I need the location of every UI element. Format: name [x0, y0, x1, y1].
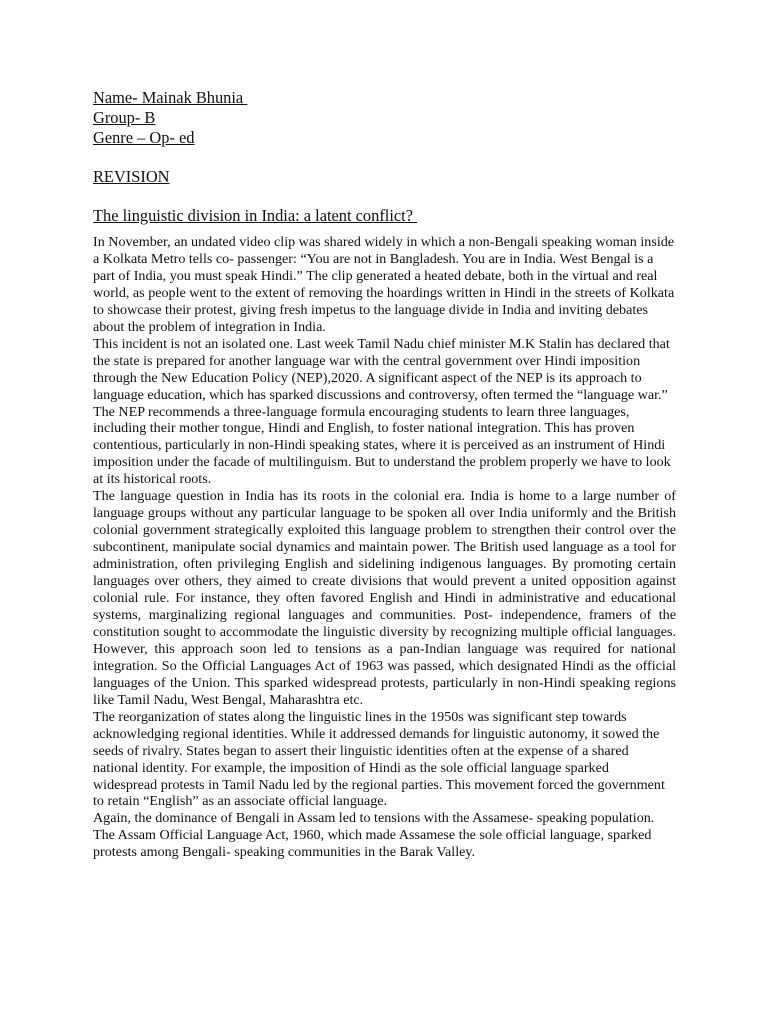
author-name: Name- Mainak Bhunia: [93, 88, 248, 107]
paragraph-3: The language question in India has its roots in the colonial era. India is home to a large number of language groups without any particular language to be spoken all over India uniformly and the British colonial government strategically exploited this language problem to strengthen their control over the subcontinent, manipulate social dynamics and maintain power. The British used language as a tool for administration, often privileging English and sidelining indigenous languages. By promoting certain languages over others, they aimed to create divisions that would prevent a united opposition against colonial rule. For instance, they often favored English and Hindi in administrative and educational systems, marginalizing regional languages and communities. Post- independence, framers of the constitution sought to accommodate the linguistic diversity by recognizing multiple official languages. However, this approach soon led to tensions as a pan-Indian language was required for national integration. So the Official Languages Act of 1963 was passed, which designated Hindi as the official languages of the Union. This sparked widespread protests, particularly in non-Hindi speaking regions like Tamil Nadu, West Bengal, Maharashtra etc.: [93, 488, 676, 708]
genre-label: Genre – Op- ed: [93, 128, 195, 147]
article-body: [93, 234, 676, 861]
paragraph-2: This incident is not an isolated one. Last week Tamil Nadu chief minister M.K Stalin has declared that the state is prepared for another language war with the central government over Hindi imposition through the New Education Policy (NEP),2020. A significant aspect of the NEP is its approach to language education, which has sparked discussions and controversy, often termed the “language war.” The NEP recommends a three-language formula encouraging students to learn three languages, including their mother tongue, Hindi and English, to foster national integration. This has proven contentious, particularly in non-Hindi speaking states, where it is perceived as an instrument of Hindi imposition under the facade of multilinguism. But to understand the problem properly we have to look at its historical roots.: [93, 335, 671, 488]
author-header: [93, 88, 676, 148]
paragraph-1: In November, an undated video clip was shared widely in which a non-Bengali speaking woman inside a Kolkata Metro tells co- passenger: “You are not in Bangladesh. You are in India. West Bengal is a part of India, you must speak Hindi.” The clip generated a heated debate, both in the virtual and real world, as people went to the extent of removing the hoardings written in Hindi in the streets of Kolkata to showcase their protest, giving fresh impetus to the language divide in India and inviting debates about the problem of integration in India.: [93, 234, 675, 335]
paragraph-4: The reorganization of states along the linguistic lines in the 1950s was significant step towards acknowledging regional identities. While it addressed demands for linguistic autonomy, it sowed the seeds of rivalry. States began to assert their linguistic identities often at the expense of a shared national identity. For example, the imposition of Hindi as the sole official language sparked widespread protests in Tamil Nadu led by the regional parties. This movement forced the government to retain “English” as an associate official language.: [93, 708, 665, 810]
article-title: The linguistic division in India: a latent conflict?: [93, 206, 418, 225]
paragraph-5: Again, the dominance of Bengali in Assam led to tensions with the Assamese- speaking population. The Assam Official Language Act, 1960, which made Assamese the sole official language, sparked protests among Bengali- speaking communities in the Barak Valley.: [93, 810, 655, 861]
section-label: REVISION: [93, 167, 170, 186]
group-label: Group- B: [93, 108, 156, 127]
